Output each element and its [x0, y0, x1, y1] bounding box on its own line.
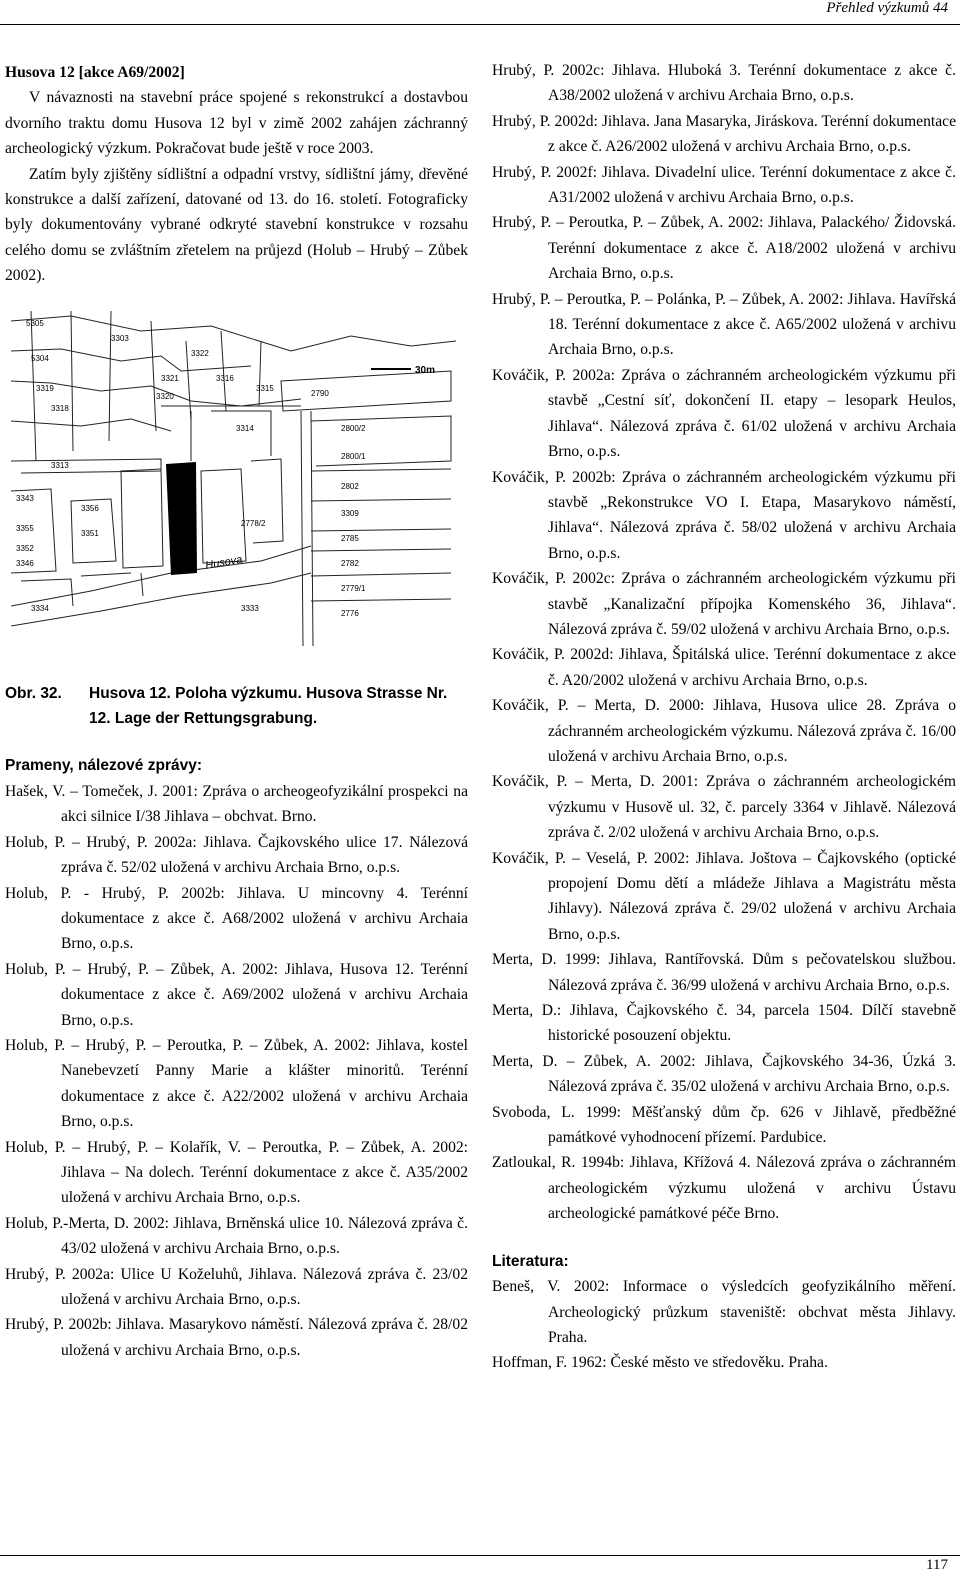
reference-entry: Beneš, V. 2002: Informace o výsledcích geofyzikálního měření. Archeologický průzkum staveniště: obchvat města Jihlavy. Praha.: [492, 1278, 956, 1346]
reference-entry: Kováčik, P. – Merta, D. 2001: Zpráva o záchranném archeologickém výzkumu v Husově ul. 32, č. parcely 3364 v Jihlavě. Nálezová zpráva č. 2/02 uložená v archivu Archaia Brno, o.p.s.: [492, 773, 956, 842]
reference-entry: Hrubý, P. 2002c: Jihlava. Hluboká 3. Terénní dokumentace z akce č. A38/2002 uložená v archivu Archaia Brno, o.p.s.: [492, 62, 956, 105]
svg-text:3322: 3322: [191, 348, 209, 358]
svg-text:3343: 3343: [16, 493, 34, 503]
body-paragraph-2: Zatím byly zjištěny sídlištní a odpadní vrstvy, sídlištní jámy, dřevěné konstrukce a další zařízení, datované od 13. do 16. století. Fotograficky byly dokumentovány vybrané odkryté stavební konstrukce v rozsahu celého domu se zvláštním zřetelem na průjezd (Holub – Hrubý – Zůbek 2002).: [5, 165, 468, 285]
right-column: [492, 58, 956, 1376]
figure-caption-text: Husova 12. Poloha výzkumu. Husova Strasse Nr. 12. Lage der Rettungsgrabung.: [89, 684, 448, 728]
reference-entry: Holub, P.-Merta, D. 2002: Jihlava, Brněnská ulice 10. Nálezová zpráva č. 43/02 uložená v archivu Archaia Brno, o.p.s.: [5, 1214, 468, 1258]
sources-list-continued: [492, 58, 956, 1227]
svg-text:30m: 30m: [415, 364, 436, 376]
svg-text:3334: 3334: [31, 603, 49, 613]
reference-entry: Merta, D. – Zůbek, A. 2002: Jihlava, Čajkovského 34-36, Úzká 3. Nálezová zpráva č. 35/02 uložená v archivu Archaia Brno, o.p.s.: [492, 1052, 956, 1096]
svg-text:3313: 3313: [51, 460, 69, 470]
svg-text:3320: 3320: [156, 391, 174, 401]
svg-text:5305: 5305: [26, 318, 44, 328]
literature-heading: Literatura:: [492, 1252, 569, 1270]
svg-text:3318: 3318: [51, 403, 69, 413]
page-number: 117: [926, 1557, 948, 1573]
svg-text:2800/1: 2800/1: [341, 451, 366, 461]
svg-text:2779/1: 2779/1: [341, 583, 366, 593]
reference-entry: Holub, P. – Hrubý, P. – Kolařík, V. – Peroutka, P. – Zůbek, A. 2002: Jihlava – Na dolech. Terénní dokumentace z akce č. A35/2002 uložená v archivu Archaia Brno, o.p.s.: [5, 1138, 468, 1207]
reference-entry: Merta, D. 1999: Jihlava, Rantířovská. Dům s pečovatelskou službou. Nálezová zpráva č. 36/99 uložená v archivu Archaia Brno, o.p.s.: [492, 951, 956, 994]
svg-text:2790: 2790: [311, 388, 329, 398]
reference-entry: Hrubý, P. – Peroutka, P. – Zůbek, A. 2002: Jihlava, Palackého/ Židovská. Terénní dokumentace z akce č. A18/2002 uložená v archivu Archaia Brno, o.p.s.: [492, 214, 956, 283]
reference-entry: Hoffman, F. 1962: České město ve středověku. Praha.: [492, 1354, 828, 1372]
left-column: [5, 60, 468, 1363]
reference-entry: Holub, P. – Hrubý, P. – Peroutka, P. – Zůbek, A. 2002: Jihlava, kostel Nanebevzetí Panny Marie a klášter minoritů. Terénní dokumentace z akce č. A22/2002 uložená v archivu Archaia Brno, o.p.s.: [5, 1036, 468, 1131]
svg-text:3333: 3333: [241, 603, 259, 613]
reference-entry: Kováčik, P. 2002b: Zpráva o záchranném archeologickém výzkumu při stavbě „Rekonstrukce VO I. Etapa, Masarykovo náměstí, Jihlava“. Nálezová zpráva č. 58/02 uložená v archivu Archaia Brno, o.p.s.: [492, 468, 956, 562]
reference-entry: Zatloukal, R. 1994b: Jihlava, Křížová 4. Nálezová zpráva o záchranném archeologickém výzkumu uložená v archivu Ústavu archeologické památkové péče Brno.: [492, 1154, 956, 1223]
svg-text:3351: 3351: [81, 528, 99, 538]
literature-list: [492, 1274, 956, 1376]
svg-text:2782: 2782: [341, 558, 359, 568]
reference-entry: Merta, D.: Jihlava, Čajkovského č. 34, parcela 1504. Dílčí stavebně historické posouzení objektu.: [492, 1002, 956, 1045]
cadastral-map: [11, 311, 456, 646]
footer-rule: [0, 1555, 960, 1556]
svg-text:3352: 3352: [16, 543, 34, 553]
svg-text:3316: 3316: [216, 373, 234, 383]
reference-entry: Holub, P. – Hrubý, P. – Zůbek, A. 2002: Jihlava, Husova 12. Terénní dokumentace z akce č. A69/2002 uložená v archivu Archaia Brno, o.p.s.: [5, 960, 468, 1029]
reference-entry: Holub, P. - Hrubý, P. 2002b: Jihlava. U mincovny 4. Terénní dokumentace z akce č. A68/2002 uložená v archivu Archaia Brno, o.p.s.: [5, 884, 468, 953]
running-header: Přehled výzkumů 44: [826, 0, 948, 16]
sources-list: [5, 779, 468, 1363]
reference-entry: Hrubý, P. 2002f: Jihlava. Divadelní ulice. Terénní dokumentace z akce č. A31/2002 uložená v archivu Archaia Brno, o.p.s.: [492, 163, 956, 207]
svg-text:3309: 3309: [341, 508, 359, 518]
svg-text:5304: 5304: [31, 353, 49, 363]
svg-text:2800/2: 2800/2: [341, 423, 366, 433]
sources-heading: Prameny, nálezové zprávy:: [5, 757, 202, 775]
svg-text:2776: 2776: [341, 608, 359, 618]
section-title: Husova 12 [akce A69/2002]: [5, 64, 185, 81]
figure-caption: [5, 681, 468, 732]
reference-entry: Svoboda, L. 1999: Měšťanský dům čp. 626 v Jihlavě, předběžné památkové vyhodnocení přízemí. Pardubice.: [492, 1103, 956, 1147]
reference-entry: Kováčik, P. 2002a: Zpráva o záchranném archeologickém výzkumu při stavbě „Cestní síť, dokončení II. etapy – lesopark Heulos, Jihlava“. Nálezová zpráva č. 61/02 uložená v archivu Archaia Brno, o.p.s.: [492, 366, 956, 461]
reference-entry: Hašek, V. – Tomeček, J. 2001: Zpráva o archeogeofyzikální prospekci na akci silnice I/38 Jihlava – obchvat. Brno.: [5, 782, 468, 826]
figure-number: Obr. 32.: [5, 684, 62, 702]
svg-text:3346: 3346: [16, 558, 34, 568]
svg-text:3303: 3303: [111, 333, 129, 343]
reference-entry: Hrubý, P. 2002b: Jihlava. Masarykovo náměstí. Nálezová zpráva č. 28/02 uložená v archivu Archaia Brno, o.p.s.: [5, 1316, 468, 1359]
header-rule: [0, 24, 960, 25]
svg-text:3319: 3319: [36, 383, 54, 393]
reference-entry: Hrubý, P. 2002d: Jihlava. Jana Masaryka, Jiráskova. Terénní dokumentace z akce č. A26/2002 uložená v archivu Archaia Brno, o.p.s.: [492, 112, 956, 156]
reference-entry: Hrubý, P. 2002a: Ulice U Koželuhů, Jihlava. Nálezová zpráva č. 23/02 uložená v archivu Archaia Brno, o.p.s.: [5, 1265, 468, 1308]
body-paragraph-1: V návaznosti na stavební práce spojené s rekonstrukcí a dostavbou dvorního traktu domu Husova 12 byl v zimě 2002 zahájen záchranný archeologický výzkum. Pokračovat bude ještě v roce 2003.: [5, 89, 468, 158]
reference-entry: Kováčik, P. – Veselá, P. 2002: Jihlava. Joštova – Čajkovského (optické propojení Domu dětí a mládeže Jihlava a Magistrátu města Jihlavy). Nálezová zpráva č. 29/02 uložená v archivu Archaia Brno, o.p.s.: [492, 849, 956, 943]
svg-text:3315: 3315: [256, 383, 274, 393]
reference-entry: Kováčik, P. 2002d: Jihlava, Špitálská ulice. Terénní dokumentace z akce č. A20/2002 uložená v archivu Archaia Brno, o.p.s.: [492, 646, 956, 689]
reference-entry: Hrubý, P. – Peroutka, P. – Polánka, P. – Zůbek, A. 2002: Jihlava. Havířská 18. Terénní dokumentace z akce č. A65/2002 uložená v archivu Archaia Brno, o.p.s.: [492, 290, 956, 359]
svg-text:2785: 2785: [341, 533, 359, 543]
svg-text:2778/2: 2778/2: [241, 518, 266, 528]
reference-entry: Holub, P. – Hrubý, P. 2002a: Jihlava. Čajkovského ulice 17. Nálezová zpráva č. 52/02 uložená v archivu Archaia Brno, o.p.s.: [5, 833, 468, 877]
svg-text:3321: 3321: [161, 373, 179, 383]
street-label: Husova: [204, 553, 244, 572]
svg-text:3356: 3356: [81, 503, 99, 513]
svg-text:2802: 2802: [341, 481, 359, 491]
svg-text:3314: 3314: [236, 423, 254, 433]
site-map-figure: [11, 311, 456, 646]
svg-text:3355: 3355: [16, 523, 34, 533]
excavation-area: [166, 462, 197, 575]
reference-entry: Kováčik, P. 2002c: Zpráva o záchranném archeologickém výzkumu při stavbě „Kanalizační přípojka Komenského 36, Jihlava“. Nálezová zpráva č. 59/02 uložená v archivu Archaia Brno, o.p.s.: [492, 570, 956, 638]
reference-entry: Kováčik, P. – Merta, D. 2000: Jihlava, Husova ulice 28. Zpráva o záchranném archeologickém výzkumu. Nálezová zpráva č. 16/00 uložená v archivu Archaia Brno, o.p.s.: [492, 697, 956, 765]
